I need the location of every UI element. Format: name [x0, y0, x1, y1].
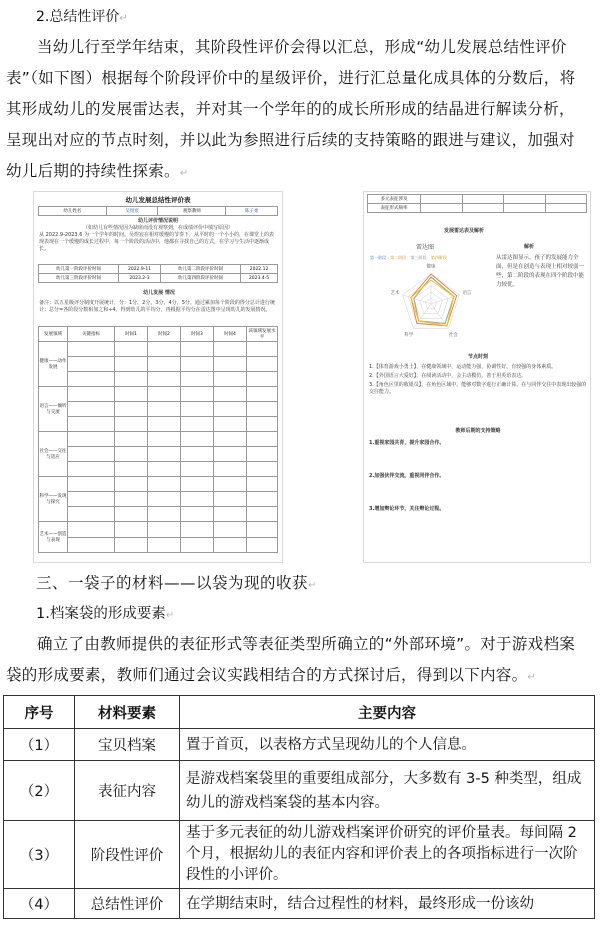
period-2-label: 幼儿第二阶段评价时间 [161, 265, 241, 274]
summary-note: （如幼儿有些情况因为缺席而没有观察到，在成绩评价中填写原因） [82, 225, 233, 231]
analysis-text: 从雷达图显示，孩子的发展能力全面，但是在创造与表现上相对较弱一些，第二阶段的表现在四个阶段中能力较优。 [496, 255, 585, 288]
header-indicator: 关键指标 [68, 327, 115, 342]
row-element: 宝贝档案 [75, 729, 180, 761]
form-title: 幼儿发展总结性评价表 [125, 196, 191, 204]
radar-chart [376, 262, 486, 342]
name-label: 幼儿姓名 [39, 207, 107, 216]
node-item-2: 2.【外国语言大爱好】，在阅读活动中，会主动模仿，善于用英语表达。 [369, 373, 527, 379]
section-2-heading: 2.总结性评价↵ [36, 9, 128, 25]
radar-axis-label: 语言 [462, 290, 472, 296]
node-item-1: 1.【体育游戏小勇士】，在健康领域中，运动能力强，协调性好，有较强的身体素质。 [369, 364, 557, 370]
section-3-subheading: 1.档案袋的形成要素↵ [36, 606, 175, 622]
radar-axis-label: 艺术 [390, 290, 400, 296]
support-item-2: 2.加强伙伴交流，重视同伴合作。 [369, 473, 445, 479]
summary-text: 从 2022.9-2023.6 为一个学年的时间。吴煜宸在相对缓慢的节奏下，从平时的一个小小的，在课堂上的表现表现在一个缓慢的成长过程中，每一个阶段的活动中，他都在寻找自己的方式，在学习与生活中逐渐成长。 [39, 232, 274, 252]
radar-grid [402, 274, 459, 328]
development-note: 备注：以五星级评分制度开展统计，分：1分，2分，3分，4分，5分。通过累加每个阶段的得分总计进行统计；总分=各阶段分数相加之和÷4，得到幼儿的平均分，再根据平均分在雷达图中呈现幼儿的发展情况。 [39, 300, 275, 313]
period-4-value: 2023.4-5 [241, 274, 278, 283]
summary-evaluation-form [33, 191, 283, 563]
observer-label: 观察教师 [158, 207, 226, 216]
header-element: 材料要素 [75, 696, 180, 729]
development-table [38, 326, 278, 553]
summary-block [39, 218, 277, 253]
domain-health: 健康——动作发展 [39, 342, 68, 387]
table-row [4, 761, 595, 821]
radar-chart-title: 雷达图 [416, 244, 435, 251]
table-row [4, 729, 595, 761]
header-index: 序号 [4, 696, 75, 729]
row-index: （4） [4, 889, 75, 919]
period-4-label: 幼儿第四阶段评价时间 [161, 274, 241, 283]
domain-language: 语言——倾听与交流 [39, 387, 68, 432]
name-value: 吴煜宸 [106, 207, 158, 216]
radar-legend [370, 254, 490, 261]
section-3-paragraph: 确立了由教师提供的表征形式等表征类型所确立的“外部环境”。对于游戏档案袋的形成要素，教师们通过会议实践相结合的方式探讨后，得到以下内容。↵ [6, 635, 576, 684]
evaluation-figure [33, 191, 591, 563]
period-2-value: 2022.12 [241, 265, 278, 274]
support-item-3: 3.增加辩论环节，关注辩论过程。 [369, 506, 445, 512]
row-element: 阶段性评价 [75, 821, 180, 889]
radar-axis-label: 健康 [426, 264, 436, 270]
domain-art: 艺术——创造与表现 [39, 522, 68, 553]
header-t2: 时间2 [148, 327, 181, 342]
top-label-grid [367, 194, 587, 213]
period-1-value: 2022.9-11 [119, 265, 161, 274]
form-header-grid [38, 206, 278, 216]
support-title: 教师后期的支持策略 [455, 428, 501, 434]
header-t3: 时间3 [181, 327, 214, 342]
row-element: 总结性评价 [75, 889, 180, 919]
header-t4: 时间4 [214, 327, 247, 342]
radar-analysis-page [363, 191, 591, 563]
row-content: 置于首页，以表格方式呈现幼儿的个人信息。 [180, 729, 595, 761]
legend-2: 第二阶段 [390, 255, 407, 260]
row-content: 在学期结束时，结合过程性的材料，最终形成一份该幼 [180, 889, 595, 919]
development-title: 幼儿发展 情况 [143, 290, 175, 296]
observer-value: 陈子柔 [226, 207, 278, 216]
support-item-1: 1.重视家园共育，提升家园合作。 [369, 440, 445, 446]
top-label-1: 多元表征涉及 [368, 195, 421, 204]
summary-title: 幼儿评价情况说明 [137, 218, 178, 224]
node-list [369, 364, 587, 396]
period-1-label: 幼儿第一阶段评价时间 [39, 265, 119, 274]
legend-4: 第四阶段 [430, 255, 447, 260]
row-element: 表征内容 [75, 761, 180, 821]
row-index: （1） [4, 729, 75, 761]
table-row [4, 821, 595, 889]
node-title: 节点时刻 [467, 354, 488, 360]
node-item-3: 3.【角色区里的收银员】，在角色区域中，能够对数字进行正确计算，在与同伴交往中表现出较强的交往能力。 [369, 382, 587, 395]
top-label-2: 表征形式频率 [368, 204, 421, 213]
radar-axis-label: 社会 [448, 333, 458, 339]
period-grid [38, 264, 278, 283]
header-content: 主要内容 [180, 696, 595, 729]
legend-3: 第三阶段 [410, 255, 427, 260]
row-content: 基于多元表征的幼儿游戏档案评价研究的评价量表。每间隔 2 个月，根据幼儿的表征内容和评价表上的各项指标进行一次阶段性的小评价。 [180, 821, 595, 889]
row-content: 是游戏档案袋里的重要组成部分，大多数有 3-5 种类型，组成幼儿的游戏档案袋的基本内容。 [180, 761, 595, 821]
table-row [4, 889, 595, 919]
period-3-value: 2023.2-3 [119, 274, 161, 283]
period-3-label: 幼儿第三阶段评价时间 [39, 274, 119, 283]
support-list [369, 440, 587, 513]
domain-science: 科学——发现与探究 [39, 477, 68, 522]
header-t1: 时间1 [115, 327, 148, 342]
analysis-label: 解析 [524, 244, 535, 250]
row-index: （2） [4, 761, 75, 821]
elements-table [3, 695, 595, 919]
section-2-paragraph: 当幼儿行至学年结束，其阶段性评价会得以汇总，形成“幼儿发展总结性评价表”（如下图）根据每个阶段评价中的星级评价，进行汇总量化成具体的分数后，将其形成幼儿的发展雷达表，并对其一个学年的的成长所形成的结晶进行解读分析，呈现出对应的节点时刻，并以此为参照进行后续的支持策略的跟进与建议，加强对幼儿后期的持续性探索。↵ [6, 38, 576, 180]
legend-1: 第一阶段 [370, 255, 386, 260]
table-header-row [4, 696, 595, 729]
domain-social: 社会——交往与适应 [39, 432, 68, 477]
header-domain: 发展领域 [39, 327, 68, 342]
header-level: 该领域发展水平 [247, 327, 278, 342]
radar-axis-label: 科学 [404, 333, 414, 339]
section-3-heading: 三、一袋子的材料——以袋为现的收获↵ [36, 574, 317, 592]
radar-block-title: 发展雷达表及解析 [444, 228, 485, 234]
row-index: （3） [4, 821, 75, 889]
